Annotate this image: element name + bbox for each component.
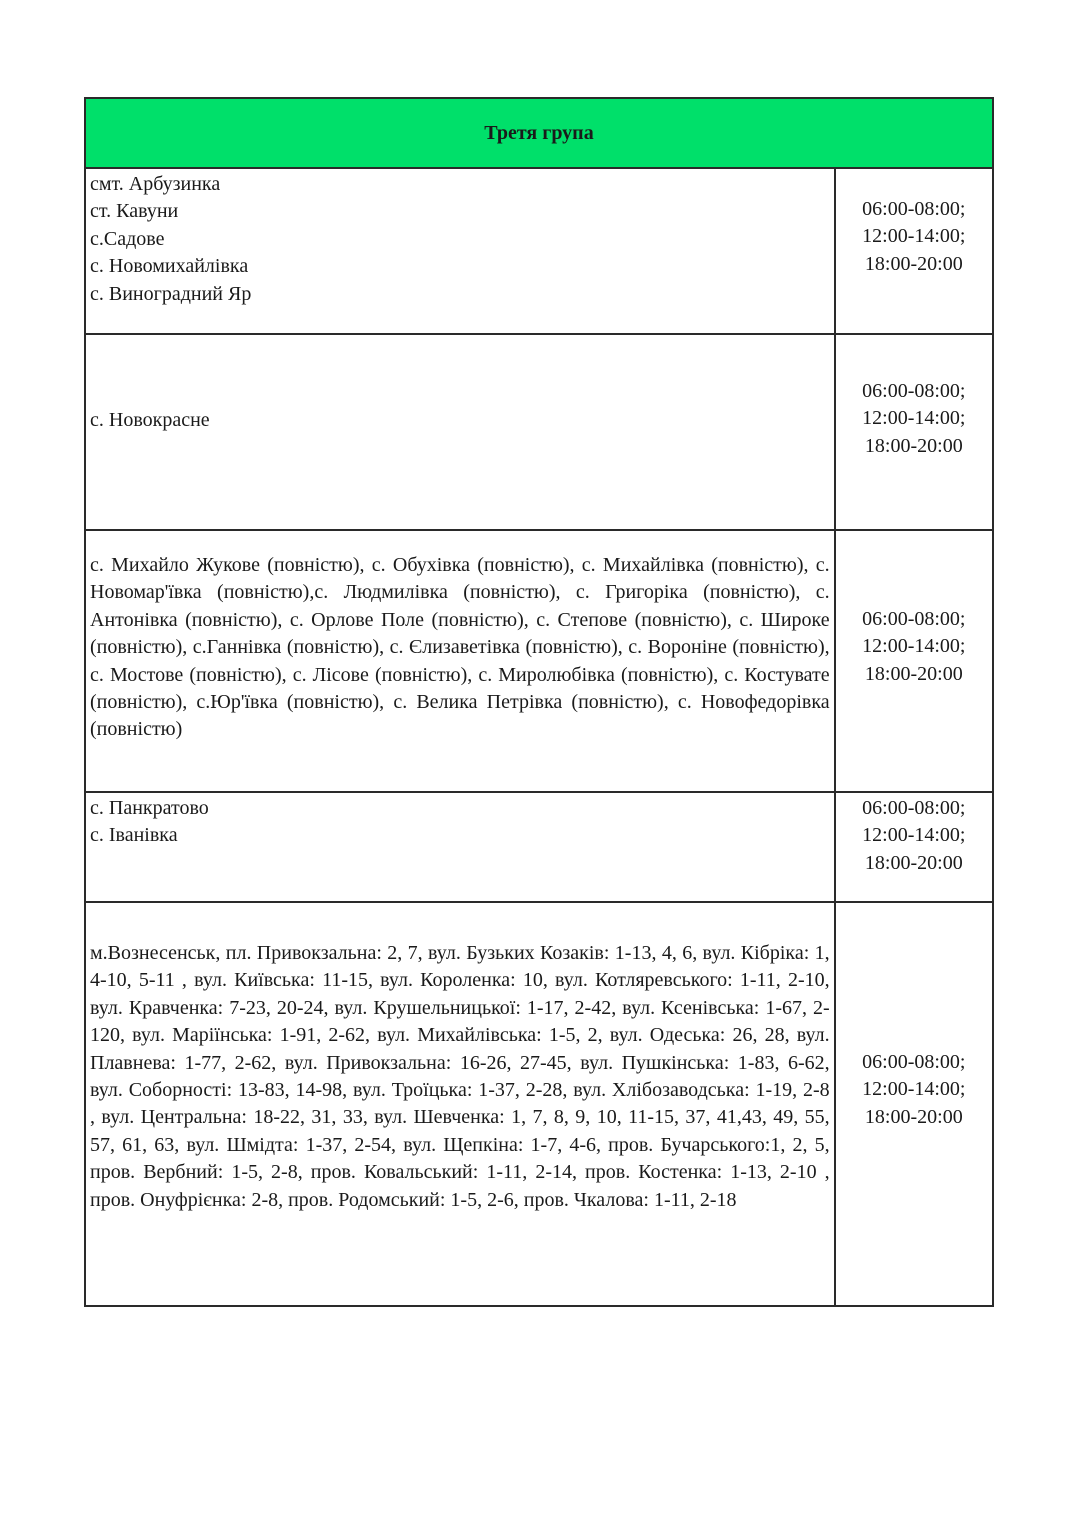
- places-cell: [85, 792, 835, 902]
- times-text: 06:00-08:00; 12:00-14:00; 18:00-20:00: [862, 1051, 966, 1128]
- places-cell: [85, 530, 835, 792]
- table-header-row: [85, 98, 993, 168]
- times-cell: [835, 334, 993, 530]
- places-text: с. Новокрасне: [90, 409, 210, 431]
- places-cell: [85, 902, 835, 1306]
- schedule-table: [84, 97, 994, 1307]
- times-cell: [835, 168, 993, 334]
- times-text: 06:00-08:00; 12:00-14:00; 18:00-20:00: [862, 608, 966, 685]
- times-cell: [835, 792, 993, 902]
- table-row: [85, 168, 993, 334]
- table-row: [85, 334, 993, 530]
- places-text: с. Михайло Жукове (повністю), с. Обухівка (повністю), с. Михайлівка (повністю), с. Новомар'ївка (повністю),с. Людмилівка (повністю), с. Григоріка (повністю), с. Антонівка (повністю), с. Орлове Поле (повністю), с. Степове (повністю), с. Широке (повністю), с.Ганнівка (повністю), с. Єлизаветівка (повністю), с. Вороніне (повністю), с. Мостове (повністю), с. Лісове (повністю), с. Миролюбівка (повністю), с. Костувате (повністю), с.Юр'ївка (повністю), с. Велика Петрівка (повністю), с. Новофедорівка (повністю): [90, 554, 830, 741]
- table-row: [85, 530, 993, 792]
- places-text: смт. Арбузинка ст. Кавуни с.Садове с. Новомихайлівка с. Виноградний Яр: [90, 173, 252, 305]
- times-cell: [835, 902, 993, 1306]
- times-text: 06:00-08:00; 12:00-14:00; 18:00-20:00: [862, 797, 966, 874]
- times-text: 06:00-08:00; 12:00-14:00; 18:00-20:00: [862, 380, 966, 457]
- times-cell: [835, 530, 993, 792]
- places-cell: [85, 334, 835, 530]
- table-row: [85, 792, 993, 902]
- places-text: с. Панкратово с. Іванівка: [90, 797, 209, 847]
- group-title: Третя група: [85, 98, 993, 168]
- times-text: 06:00-08:00; 12:00-14:00; 18:00-20:00: [862, 198, 966, 275]
- places-text: м.Вознесенськ, пл. Привокзальна: 2, 7, вул. Бузьких Козаків: 1-13, 4, 6, вул. Кібріка: 1, 4-10, 5-11 , вул. Київська: 11-15, вул. Короленка: 10, вул. Котляревського: 1-11, 2-10, вул. Кравченка: 7-23, 20-24, вул. Крушельницької: 1-17, 2-42, вул. Ксенівська: 1-67, 2-120, вул. Маріїнська: 1-91, 2-62, вул. Михайлівська: 1-5, 2, вул. Одеська: 26, 28, вул. Плавнева: 1-77, 2-62, вул. Привокзальна: 16-26, 27-45, вул. Пушкінська: 1-83, 6-62, вул. Соборності: 13-83, 14-98, вул. Троїцька: 1-37, 2-28, вул. Хлібозаводська: 1-19, 2-8 , вул. Центральна: 18-22, 31, 33, вул. Шевченка: 1, 7, 8, 9, 10, 11-15, 37, 41,43, 49, 55, 57, 61, 63, вул. Шмідта: 1-37, 2-54, вул. Щепкіна: 1-7, 4-6, пров. Бучарського:1, 2, 5, пров. Вербний: 1-5, 2-8, пров. Ковальський: 1-11, 2-14, пров. Костенка: 1-13, 2-10 , пров. Онуфрієнка: 2-8, пров. Родомський: 1-5, 2-6, пров. Чкалова: 1-11, 2-18: [90, 942, 830, 1211]
- places-cell: [85, 168, 835, 334]
- table-row: [85, 902, 993, 1306]
